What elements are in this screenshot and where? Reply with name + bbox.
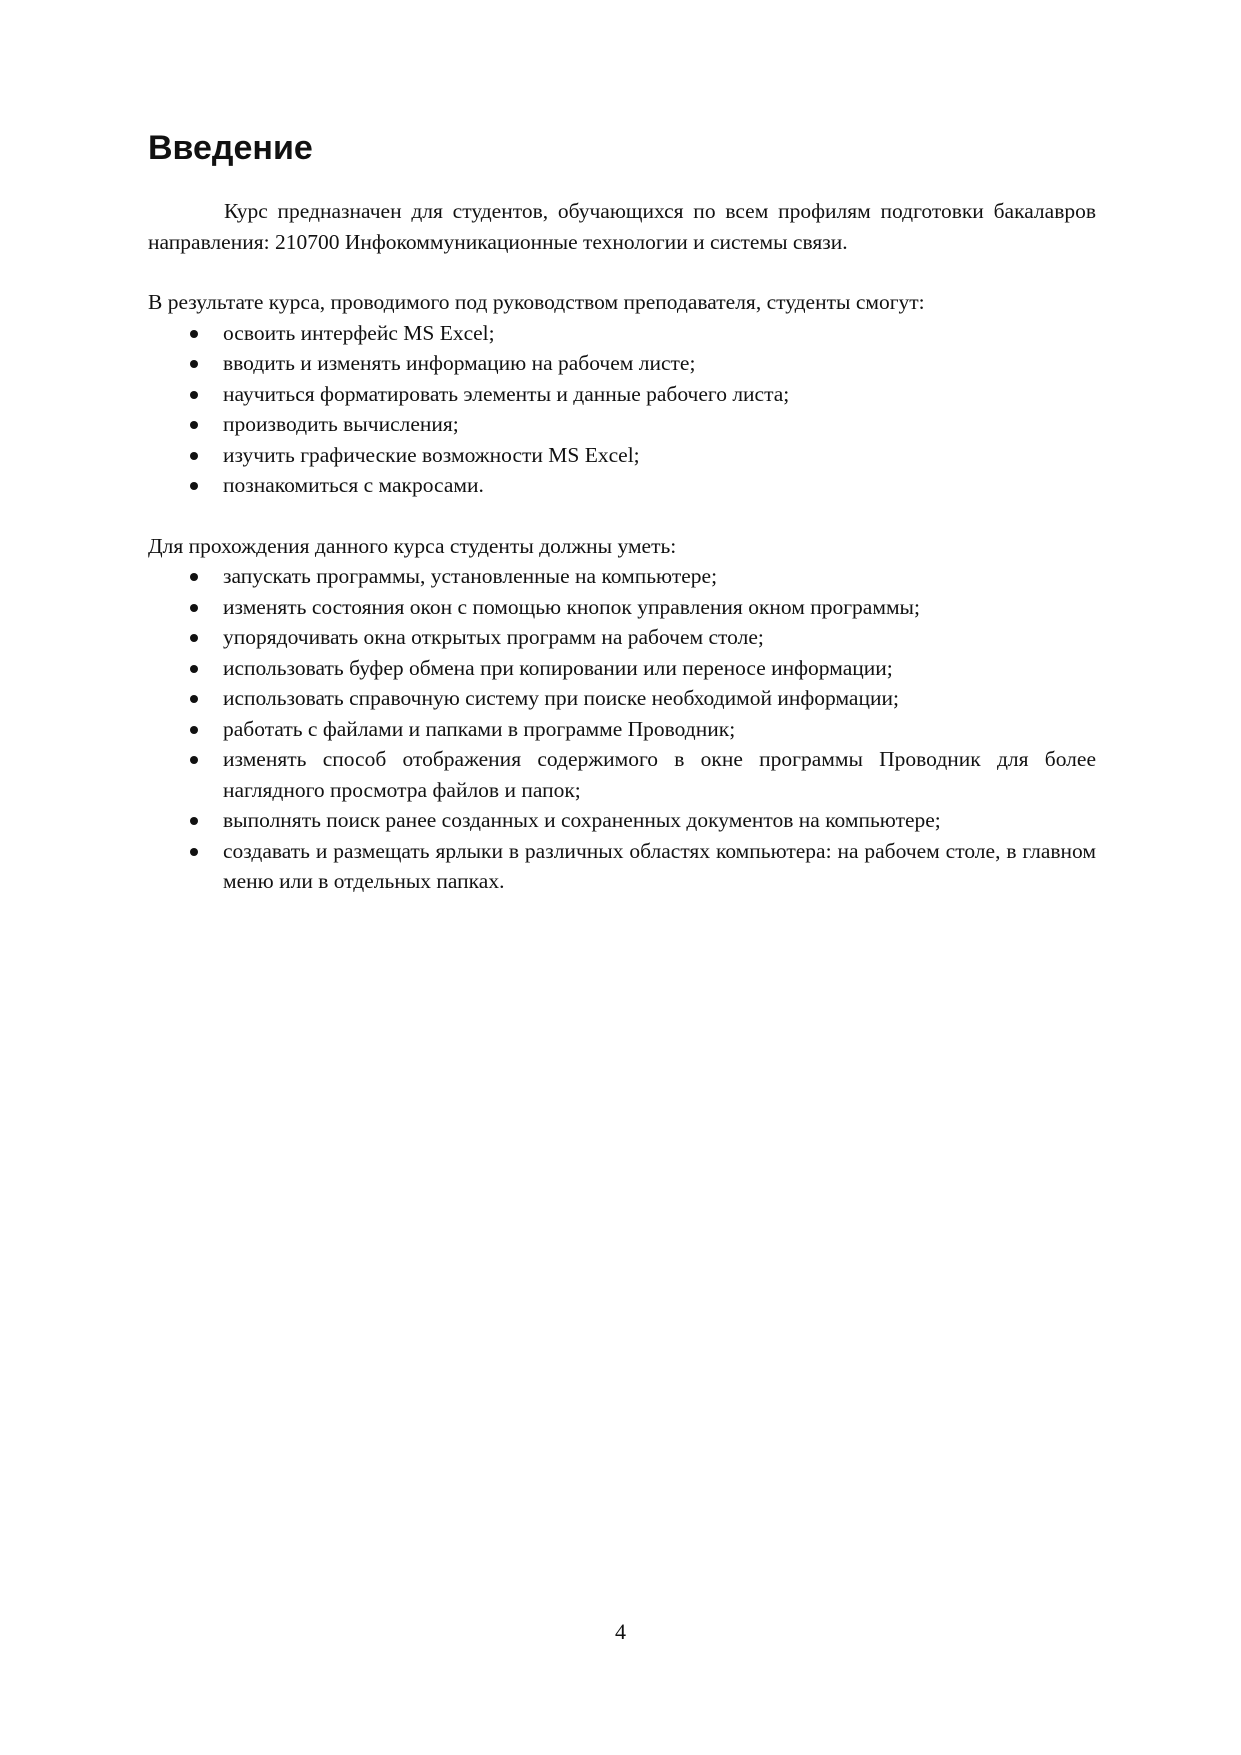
- list-item-text: освоить интерфейс MS Excel;: [223, 320, 495, 345]
- outcomes-list: [148, 318, 1096, 501]
- list-item: [148, 714, 1096, 745]
- list-item: [148, 592, 1096, 623]
- bullet-icon: [190, 573, 198, 581]
- list-item-text: использовать буфер обмена при копировании или переносе информации;: [223, 655, 893, 680]
- bullet-icon: [190, 695, 198, 703]
- bullet-icon: [190, 452, 198, 460]
- prerequisites-list: [148, 561, 1096, 897]
- bullet-icon: [190, 391, 198, 399]
- bullet-icon: [190, 756, 198, 764]
- bullet-icon: [190, 604, 198, 612]
- list-item-text: изменять состояния окон с помощью кнопок управления окном программы;: [223, 594, 920, 619]
- bullet-icon: [190, 330, 198, 338]
- list-item: [148, 318, 1096, 349]
- page-title: Введение: [148, 129, 313, 167]
- page-content: [148, 124, 1096, 897]
- list-item-text: изучить графические возможности MS Excel;: [223, 442, 640, 467]
- list-item-text: изменять способ отображения содержимого в окне программы Проводник для более наглядного просмотра файлов и папок;: [223, 747, 1096, 802]
- list-item-text: познакомиться с макросами.: [223, 473, 484, 497]
- outcomes-lead: В результате курса, проводимого под руководством преподавателя, студенты смогут:: [148, 290, 925, 314]
- list-item-text: запускать программы, установленные на компьютере;: [223, 564, 718, 588]
- list-item-text: упорядочивать окна открытых программ на рабочем столе;: [223, 625, 764, 649]
- list-item-text: использовать справочную систему при поиске необходимой информации;: [223, 686, 899, 710]
- bullet-icon: [190, 817, 198, 825]
- bullet-icon: [190, 665, 198, 673]
- bullet-icon: [190, 360, 198, 368]
- intro-paragraph: Курс предназначен для студентов, обучающихся по всем профилям подготовки бакалавров направления: 210700 Инфокоммуникационные технологии и системы связи.: [148, 199, 1096, 254]
- list-item: [148, 836, 1096, 897]
- prerequisites-lead: Для прохождения данного курса студенты должны уметь:: [148, 533, 677, 558]
- list-item: [148, 470, 1096, 501]
- list-item: [148, 653, 1096, 684]
- list-item: [148, 744, 1096, 805]
- list-item: [148, 622, 1096, 653]
- list-item: [148, 379, 1096, 410]
- list-item-text: работать с файлами и папками в программе Проводник;: [223, 716, 736, 741]
- list-item: [148, 561, 1096, 592]
- page-number: 4: [615, 1619, 626, 1644]
- list-item: [148, 348, 1096, 379]
- list-item: [148, 805, 1096, 836]
- list-item-text: производить вычисления;: [223, 412, 459, 436]
- list-item: [148, 683, 1096, 714]
- bullet-icon: [190, 634, 198, 642]
- bullet-icon: [190, 482, 198, 490]
- list-item: [148, 440, 1096, 471]
- list-item: [148, 409, 1096, 440]
- list-item-text: создавать и размещать ярлыки в различных областях компьютера: на рабочем столе, в главном меню или в отдельных папках.: [223, 838, 1096, 893]
- bullet-icon: [190, 848, 198, 856]
- bullet-icon: [190, 421, 198, 429]
- bullet-icon: [190, 726, 198, 734]
- list-item-text: выполнять поиск ранее созданных и сохраненных документов на компьютере;: [223, 808, 941, 832]
- list-item-text: вводить и изменять информацию на рабочем листе;: [223, 351, 696, 375]
- list-item-text: научиться форматировать элементы и данные рабочего листа;: [223, 381, 790, 406]
